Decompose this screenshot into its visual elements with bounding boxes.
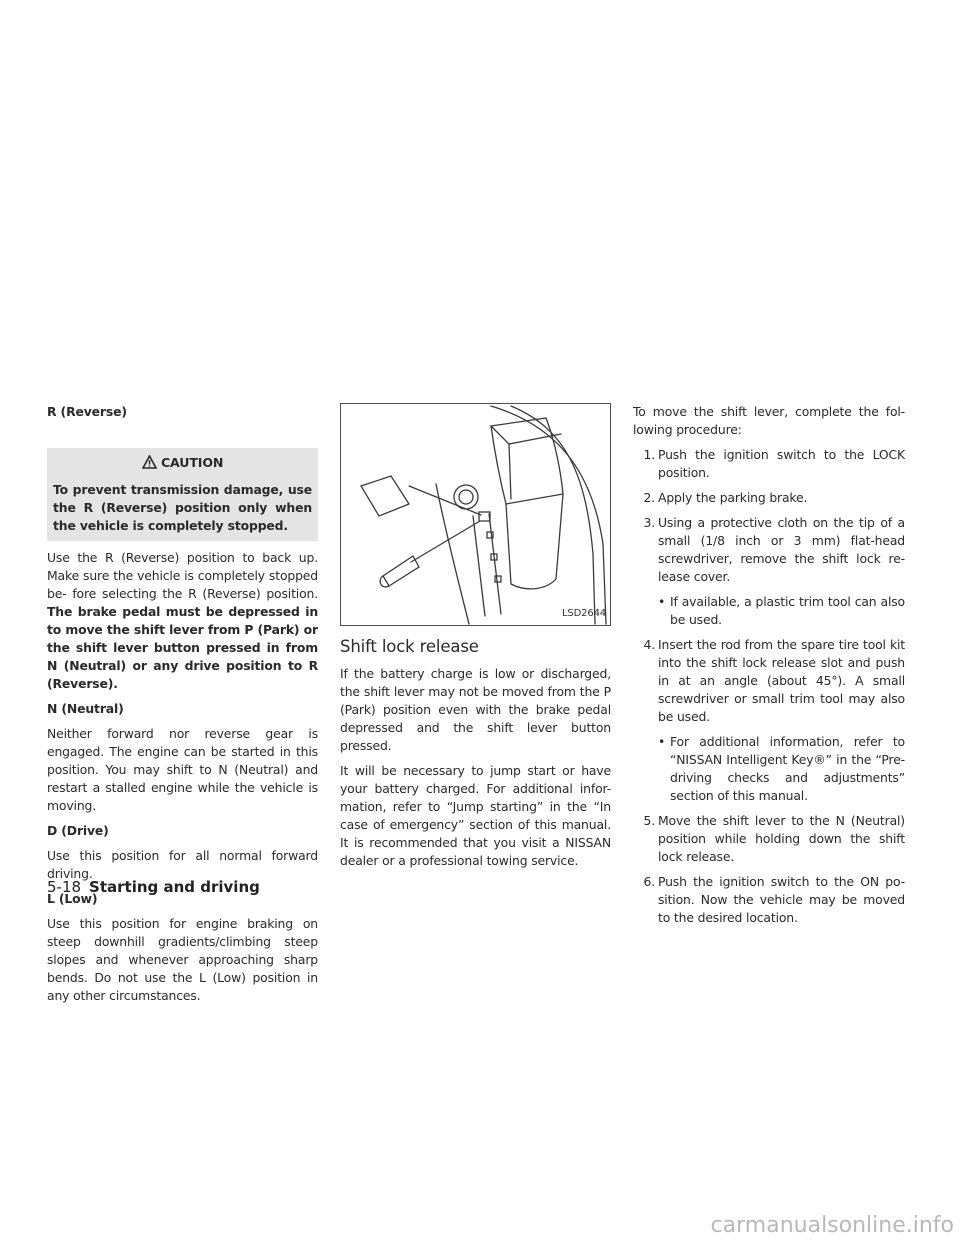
page-footer bbox=[47, 878, 260, 896]
step-text: Move the shift lever to the N (Neutral) position while holding down the shift lock release. bbox=[658, 813, 905, 864]
procedure-intro: To move the shift lever, complete the fol- lowing procedure: bbox=[633, 404, 905, 437]
column-2 bbox=[340, 403, 611, 877]
procedure-steps bbox=[633, 446, 905, 927]
caution-header bbox=[53, 452, 312, 474]
sub-bullet bbox=[658, 733, 905, 805]
list-item bbox=[633, 514, 905, 629]
shift-lever-illustration bbox=[341, 404, 610, 625]
reverse-paragraph bbox=[47, 549, 318, 693]
list-item bbox=[633, 446, 905, 482]
neutral-text: Neither forward nor reverse gear is engaged. The engine can be started in this position. You may shift to N (Neutral) and restart a stalled engine while the vehicle is moving. bbox=[47, 726, 318, 813]
section-name: Starting and driving bbox=[89, 878, 260, 896]
list-item bbox=[633, 812, 905, 866]
watermark: carmanualsonline.info bbox=[710, 1213, 954, 1238]
step-text: Using a protective cloth on the tip of a small (1/8 inch or 3 mm) flat-head screwdriver, remove the shift lock re- lease cover. bbox=[658, 515, 905, 584]
reverse-heading: R (Reverse) bbox=[47, 404, 127, 419]
sub-bullet-text: If available, a plastic trim tool can also be used. bbox=[670, 594, 905, 627]
section-title: Shift lock release bbox=[340, 637, 479, 656]
step-text: Push the ignition switch to the LOCK position. bbox=[658, 447, 905, 480]
step-text: Push the ignition switch to the ON po- sition. Now the vehicle may be moved to the desired location. bbox=[658, 874, 905, 925]
shift-lock-paragraph-1: If the battery charge is low or discharged, the shift lever may not be moved from the P (Park) position even with the brake pedal depressed and the shift lever button pressed. bbox=[340, 666, 611, 753]
sub-bullet-text: For additional information, refer to “NISSAN Intelligent Key®” in the “Pre- driving checks and adjustments” section of this manual. bbox=[670, 734, 905, 803]
column-1 bbox=[47, 403, 318, 1012]
step-text: Apply the parking brake. bbox=[658, 490, 808, 505]
neutral-heading: N (Neutral) bbox=[47, 701, 124, 716]
drive-text: Use this position for all normal forward driving. bbox=[47, 848, 318, 881]
step-text: Insert the rod from the spare tire tool kit into the shift lock release slot and push in at an angle (about 45°). A small screwdriver or small trim tool may also be used. bbox=[658, 637, 905, 724]
warning-icon bbox=[142, 455, 157, 470]
caution-title: CAUTION bbox=[160, 455, 224, 470]
page-number: 5-18 bbox=[47, 878, 82, 896]
step-number: 4. bbox=[643, 637, 655, 652]
drive-heading: D (Drive) bbox=[47, 823, 109, 838]
sub-bullet bbox=[658, 593, 905, 629]
caution-box bbox=[47, 448, 318, 477]
reverse-bold-text: The brake pedal must be depressed in to move the shift lever from P (Park) or the shift lever button pressed in from N (Neutral) or any drive position to R (Reverse). bbox=[47, 604, 318, 691]
figure-label: LSD2644 bbox=[561, 608, 606, 619]
list-item bbox=[633, 489, 905, 507]
step-number: 2. bbox=[643, 490, 655, 505]
bullet-icon: • bbox=[658, 734, 666, 749]
low-heading: L (Low) bbox=[47, 891, 98, 906]
shift-lock-paragraph-2: It will be necessary to jump start or have your battery charged. For additional infor- mation, refer to “Jump starting” in the “In case of emergency” section of this manual. It is recommended that you visit a NISSAN dealer or a professional towing service. bbox=[340, 763, 611, 868]
reverse-text: Use the R (Reverse) position to back up. Make sure the vehicle is completely stopped be- fore selecting the R (Reverse) position. bbox=[47, 550, 318, 601]
list-item bbox=[633, 873, 905, 927]
low-text: Use this position for engine braking on steep downhill gradients/climbing steep slopes and whenever approaching sharp bends. Do not use the L (Low) position in any other circumstances. bbox=[47, 916, 318, 1003]
caution-text: To prevent transmission damage, use the R (Reverse) position only when the vehicle is completely stopped. bbox=[47, 477, 318, 541]
column-3 bbox=[633, 403, 905, 934]
list-item bbox=[633, 636, 905, 805]
step-number: 5. bbox=[643, 813, 655, 828]
bullet-icon: • bbox=[658, 594, 666, 609]
step-number: 1. bbox=[643, 447, 655, 462]
step-number: 3. bbox=[643, 515, 655, 530]
step-number: 6. bbox=[643, 874, 655, 889]
shift-lock-figure bbox=[340, 403, 611, 626]
